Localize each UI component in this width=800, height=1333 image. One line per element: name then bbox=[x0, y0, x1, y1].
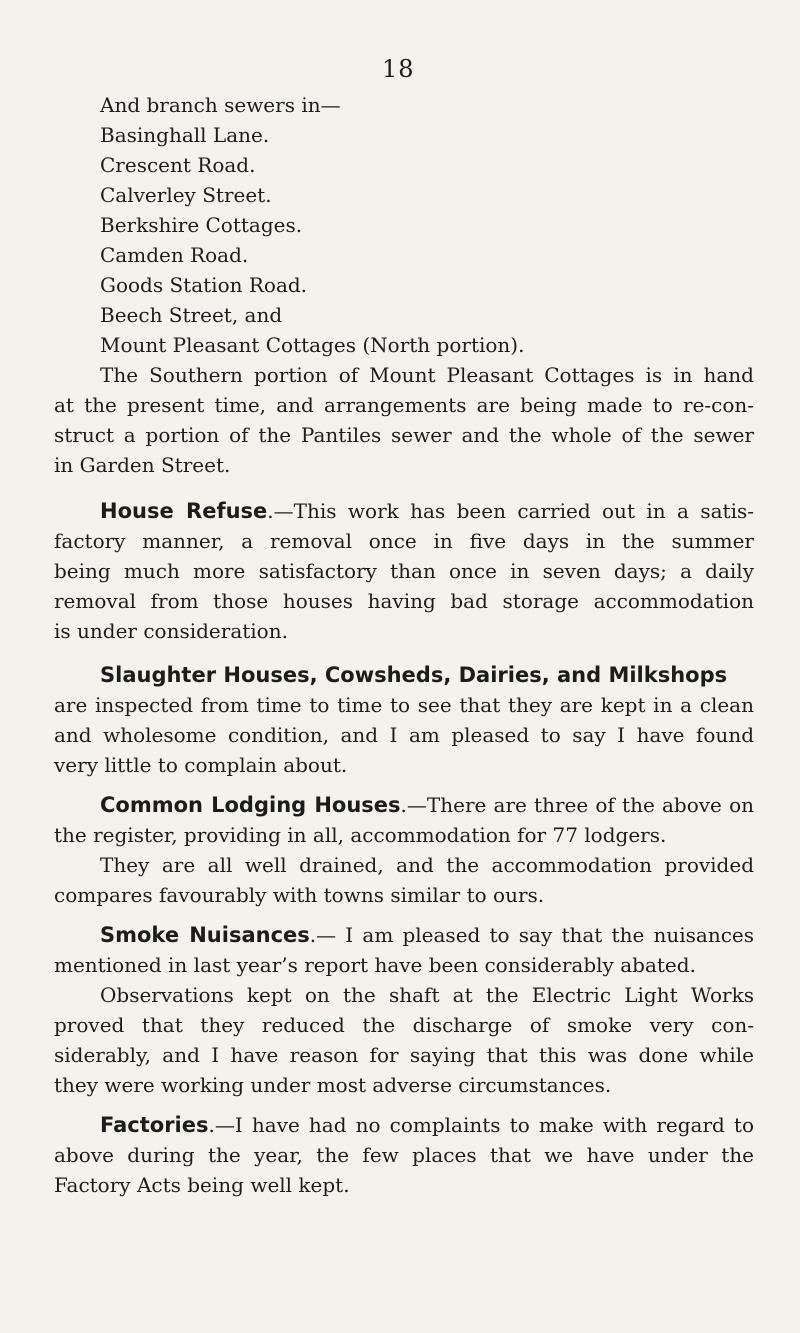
text-line: very little to complain about. bbox=[54, 753, 348, 777]
section-heading: Common Lodging Houses bbox=[100, 793, 401, 817]
sewers-section bbox=[54, 90, 754, 360]
street-item: Basinghall Lane. bbox=[100, 123, 270, 147]
text-line: and wholesome condition, and I am pleased to say I have found bbox=[54, 723, 754, 747]
text-line: They are all well drained, and the accommodation provided bbox=[100, 853, 754, 877]
lodging-first-line bbox=[54, 790, 754, 820]
text-line: is under consideration. bbox=[54, 619, 288, 643]
text-line: the register, providing in all, accommodation for 77 lodgers. bbox=[54, 823, 667, 847]
lodging-houses-section bbox=[54, 790, 754, 910]
house-refuse-first-line bbox=[54, 496, 754, 526]
text-line: Factory Acts being well kept. bbox=[54, 1173, 350, 1197]
street-item: Camden Road. bbox=[100, 243, 249, 267]
text-line: removal from those houses having bad storage accommodation bbox=[54, 589, 754, 613]
text-line: factory manner, a removal once in five days in the summer bbox=[54, 529, 754, 553]
section-heading: House Refuse bbox=[100, 499, 268, 523]
section-heading: Slaughter Houses, Cowsheds, Dairies, and Milkshops bbox=[100, 663, 728, 687]
text-run: .—I have had no complaints to make with regard to bbox=[208, 1113, 754, 1137]
text-line: Observations kept on the shaft at the Electric Light Works bbox=[100, 983, 754, 1007]
house-refuse-section bbox=[54, 496, 754, 646]
text-line: proved that they reduced the discharge of smoke very con- bbox=[54, 1013, 754, 1037]
text-line: being much more satisfactory than once in seven days; a daily bbox=[54, 559, 754, 583]
text-run: .—This work has been carried out in a satis- bbox=[267, 499, 754, 523]
smoke-first-line bbox=[54, 920, 754, 950]
southern-portion-paragraph bbox=[54, 360, 754, 480]
factories-section bbox=[54, 1110, 754, 1200]
sewers-intro: And branch sewers in— bbox=[100, 93, 341, 117]
section-heading: Factories bbox=[100, 1113, 209, 1137]
street-item: Mount Pleasant Cottages (North portion). bbox=[100, 333, 525, 357]
factories-first-line bbox=[54, 1110, 754, 1140]
street-item: Goods Station Road. bbox=[100, 273, 308, 297]
text-line: in Garden Street. bbox=[54, 453, 231, 477]
page-number: 18 bbox=[382, 55, 415, 83]
slaughter-heading-line bbox=[54, 660, 754, 690]
text-line: The Southern portion of Mount Pleasant Cottages is in hand bbox=[100, 363, 754, 387]
text-line: siderably, and I have reason for saying that this was done while bbox=[54, 1043, 754, 1067]
section-heading: Smoke Nuisances bbox=[100, 923, 310, 947]
street-item: Crescent Road. bbox=[100, 153, 256, 177]
text-line: above during the year, the few places that we have under the bbox=[54, 1143, 754, 1167]
text-line: struct a portion of the Pantiles sewer and the whole of the sewer bbox=[54, 423, 754, 447]
text-run: .— I am pleased to say that the nuisances bbox=[309, 923, 754, 947]
text-line: are inspected from time to time to see that they are kept in a clean bbox=[54, 693, 754, 717]
slaughter-houses-section bbox=[54, 660, 754, 780]
street-item: Calverley Street. bbox=[100, 183, 272, 207]
text-line: they were working under most adverse circumstances. bbox=[54, 1073, 612, 1097]
text-line: at the present time, and arrangements are being made to re-con- bbox=[54, 393, 754, 417]
text-run: .—There are three of the above on bbox=[400, 793, 754, 817]
smoke-nuisances-section bbox=[54, 920, 754, 1100]
text-line: compares favourably with towns similar to ours. bbox=[54, 883, 545, 907]
text-line: mentioned in last year’s report have been considerably abated. bbox=[54, 953, 696, 977]
street-item: Beech Street, and bbox=[100, 303, 283, 327]
street-item: Berkshire Cottages. bbox=[100, 213, 303, 237]
